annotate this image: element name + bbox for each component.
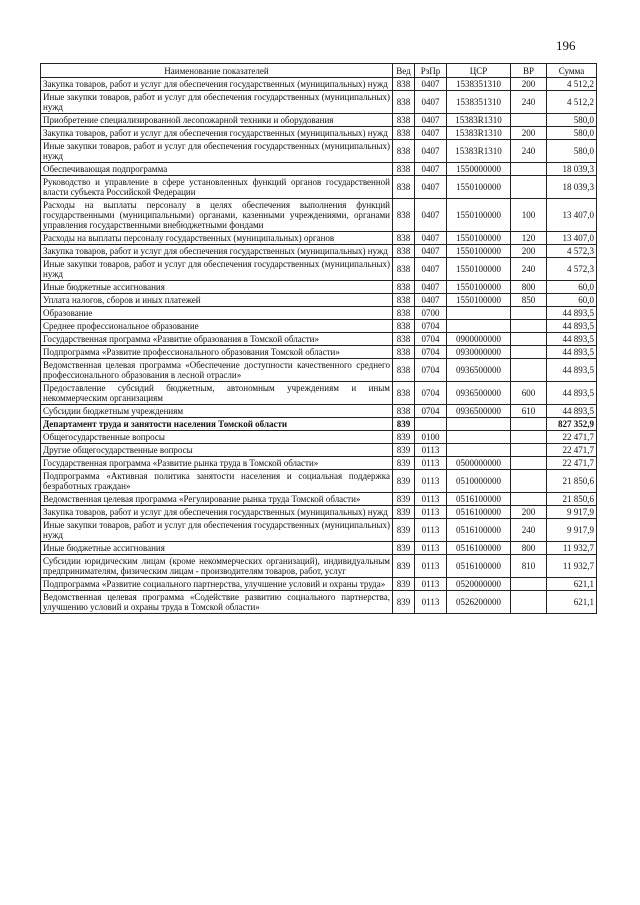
cell-rzpr: 0407 xyxy=(415,127,447,140)
cell-vr: 850 xyxy=(511,294,547,307)
cell-rzpr: 0407 xyxy=(415,281,447,294)
cell-ved: 839 xyxy=(393,493,415,506)
cell-name: Подпрограмма «Активная политика занятости населения и социальная поддержка безработных граждан» xyxy=(41,470,393,493)
table-row xyxy=(41,91,597,114)
cell-ved: 838 xyxy=(393,199,415,232)
cell-csr xyxy=(447,444,511,457)
cell-rzpr: 0113 xyxy=(415,542,447,555)
cell-rzpr: 0407 xyxy=(415,199,447,232)
cell-csr: 0936500000 xyxy=(447,405,511,418)
cell-vr xyxy=(511,176,547,199)
cell-name: Закупка товаров, работ и услуг для обеспечения государственных (муниципальных) нужд xyxy=(41,506,393,519)
cell-sum: 4 572,3 xyxy=(547,245,597,258)
cell-name: Расходы на выплаты персоналу в целях обеспечения выполнения функций государственными (муниципальными) органами, казенными учреждениями, органами управления государственными внебюджетными фондами xyxy=(41,199,393,232)
cell-csr: 1550100000 xyxy=(447,294,511,307)
cell-name: Государственная программа «Развитие рынка труда в Томской области» xyxy=(41,457,393,470)
cell-csr: 15383R1310 xyxy=(447,114,511,127)
col-header-csr: ЦСР xyxy=(447,64,511,78)
cell-ved: 838 xyxy=(393,232,415,245)
cell-name: Иные закупки товаров, работ и услуг для обеспечения государственных (муниципальных) нужд xyxy=(41,140,393,163)
cell-sum: 13 407,0 xyxy=(547,232,597,245)
table-row xyxy=(41,519,597,542)
table-row xyxy=(41,346,597,359)
table-row xyxy=(41,418,597,431)
cell-rzpr: 0704 xyxy=(415,382,447,405)
cell-sum: 60,0 xyxy=(547,281,597,294)
cell-rzpr: 0407 xyxy=(415,294,447,307)
cell-vr xyxy=(511,307,547,320)
cell-csr: 0936500000 xyxy=(447,359,511,382)
cell-sum: 621,1 xyxy=(547,591,597,614)
cell-rzpr: 0407 xyxy=(415,78,447,91)
cell-rzpr: 0704 xyxy=(415,346,447,359)
table-row xyxy=(41,199,597,232)
table-row xyxy=(41,470,597,493)
cell-ved: 838 xyxy=(393,127,415,140)
table-body xyxy=(41,78,597,614)
cell-csr: 0500000000 xyxy=(447,457,511,470)
table-row xyxy=(41,245,597,258)
cell-vr xyxy=(511,163,547,176)
cell-sum: 580,0 xyxy=(547,114,597,127)
cell-name: Иные закупки товаров, работ и услуг для обеспечения государственных (муниципальных) нужд xyxy=(41,91,393,114)
cell-sum: 4 512,2 xyxy=(547,78,597,91)
table-row xyxy=(41,232,597,245)
cell-vr xyxy=(511,431,547,444)
table-row xyxy=(41,555,597,578)
cell-name: Субсидии бюджетным учреждениям xyxy=(41,405,393,418)
cell-ved: 838 xyxy=(393,176,415,199)
cell-csr xyxy=(447,307,511,320)
cell-vr xyxy=(511,333,547,346)
cell-vr: 200 xyxy=(511,245,547,258)
table-row xyxy=(41,444,597,457)
cell-csr xyxy=(447,418,511,431)
cell-ved: 838 xyxy=(393,245,415,258)
cell-name: Приобретение специализированной лесопожарной техники и оборудования xyxy=(41,114,393,127)
cell-name: Иные бюджетные ассигнования xyxy=(41,281,393,294)
cell-ved: 838 xyxy=(393,320,415,333)
cell-name: Ведомственная целевая программа «Регулирование рынка труда Томской области» xyxy=(41,493,393,506)
cell-vr: 800 xyxy=(511,281,547,294)
cell-ved: 838 xyxy=(393,294,415,307)
cell-name: Расходы на выплаты персоналу государственных (муниципальных) органов xyxy=(41,232,393,245)
cell-ved: 839 xyxy=(393,555,415,578)
cell-name: Предоставление субсидий бюджетным, автономным учреждениям и иным некоммерческим организациям xyxy=(41,382,393,405)
cell-csr: 0510000000 xyxy=(447,470,511,493)
cell-rzpr: 0407 xyxy=(415,91,447,114)
table-row xyxy=(41,431,597,444)
cell-ved: 839 xyxy=(393,418,415,431)
cell-ved: 838 xyxy=(393,359,415,382)
cell-vr xyxy=(511,591,547,614)
cell-name: Обеспечивающая подпрограмма xyxy=(41,163,393,176)
cell-rzpr: 0113 xyxy=(415,591,447,614)
table-row xyxy=(41,320,597,333)
table-row xyxy=(41,591,597,614)
cell-name: Департамент труда и занятости населения Томской области xyxy=(41,418,393,431)
cell-sum: 580,0 xyxy=(547,140,597,163)
cell-vr xyxy=(511,320,547,333)
cell-ved: 838 xyxy=(393,307,415,320)
cell-vr: 200 xyxy=(511,78,547,91)
cell-name: Другие общегосударственные вопросы xyxy=(41,444,393,457)
cell-sum: 9 917,9 xyxy=(547,519,597,542)
cell-vr xyxy=(511,444,547,457)
cell-sum: 22 471,7 xyxy=(547,444,597,457)
cell-name: Иные закупки товаров, работ и услуг для обеспечения государственных (муниципальных) нужд xyxy=(41,519,393,542)
cell-sum: 827 352,9 xyxy=(547,418,597,431)
cell-rzpr: 0407 xyxy=(415,258,447,281)
cell-name: Подпрограмма «Развитие социального партнерства, улучшение условий и охраны труда» xyxy=(41,578,393,591)
cell-rzpr: 0100 xyxy=(415,431,447,444)
table-row xyxy=(41,78,597,91)
cell-vr: 200 xyxy=(511,127,547,140)
cell-sum: 18 039,3 xyxy=(547,163,597,176)
cell-vr: 600 xyxy=(511,382,547,405)
cell-rzpr: 0113 xyxy=(415,555,447,578)
cell-csr: 1550100000 xyxy=(447,281,511,294)
cell-rzpr: 0704 xyxy=(415,320,447,333)
cell-vr: 200 xyxy=(511,506,547,519)
table-row xyxy=(41,127,597,140)
cell-sum: 11 932,7 xyxy=(547,555,597,578)
cell-rzpr: 0704 xyxy=(415,333,447,346)
cell-ved: 839 xyxy=(393,542,415,555)
cell-rzpr: 0407 xyxy=(415,140,447,163)
cell-rzpr: 0407 xyxy=(415,163,447,176)
cell-csr: 0516100000 xyxy=(447,519,511,542)
cell-ved: 838 xyxy=(393,281,415,294)
table-row xyxy=(41,307,597,320)
cell-sum: 621,1 xyxy=(547,578,597,591)
cell-name: Закупка товаров, работ и услуг для обеспечения государственных (муниципальных) нужд xyxy=(41,245,393,258)
cell-csr: 1550100000 xyxy=(447,245,511,258)
cell-csr: 0516100000 xyxy=(447,542,511,555)
cell-csr: 0516100000 xyxy=(447,506,511,519)
cell-vr: 120 xyxy=(511,232,547,245)
table-row xyxy=(41,382,597,405)
cell-ved: 838 xyxy=(393,346,415,359)
cell-rzpr: 0113 xyxy=(415,457,447,470)
cell-csr: 0516100000 xyxy=(447,555,511,578)
cell-ved: 838 xyxy=(393,405,415,418)
cell-csr xyxy=(447,431,511,444)
cell-rzpr: 0113 xyxy=(415,506,447,519)
table-row xyxy=(41,333,597,346)
cell-csr: 15383R1310 xyxy=(447,140,511,163)
cell-name: Иные закупки товаров, работ и услуг для обеспечения государственных (муниципальных) нужд xyxy=(41,258,393,281)
cell-csr: 1538351310 xyxy=(447,78,511,91)
cell-vr xyxy=(511,114,547,127)
table-row xyxy=(41,294,597,307)
cell-name: Руководство и управление в сфере установленных функций органов государственной власти субъекта Российской Федерации xyxy=(41,176,393,199)
cell-sum: 13 407,0 xyxy=(547,199,597,232)
cell-vr: 240 xyxy=(511,519,547,542)
cell-name: Государственная программа «Развитие образования в Томской области» xyxy=(41,333,393,346)
cell-rzpr: 0700 xyxy=(415,307,447,320)
col-header-vr: ВР xyxy=(511,64,547,78)
table-row xyxy=(41,542,597,555)
cell-vr: 610 xyxy=(511,405,547,418)
cell-name: Ведомственная целевая программа «Содействие развитию социального партнерства, улучшению условий и охраны труда в Томской области» xyxy=(41,591,393,614)
cell-sum: 9 917,9 xyxy=(547,506,597,519)
cell-name: Подпрограмма «Развитие профессионального образования Томской области» xyxy=(41,346,393,359)
cell-sum: 44 893,5 xyxy=(547,405,597,418)
col-header-sum: Сумма xyxy=(547,64,597,78)
cell-rzpr: 0407 xyxy=(415,232,447,245)
cell-sum: 22 471,7 xyxy=(547,431,597,444)
cell-vr xyxy=(511,418,547,431)
table-row xyxy=(41,114,597,127)
col-header-name: Наименование показателей xyxy=(41,64,393,78)
table-row xyxy=(41,176,597,199)
cell-vr: 800 xyxy=(511,542,547,555)
cell-rzpr: 0704 xyxy=(415,405,447,418)
cell-sum: 44 893,5 xyxy=(547,333,597,346)
cell-rzpr: 0704 xyxy=(415,359,447,382)
cell-ved: 838 xyxy=(393,382,415,405)
cell-name: Образование xyxy=(41,307,393,320)
cell-rzpr: 0113 xyxy=(415,444,447,457)
cell-vr: 100 xyxy=(511,199,547,232)
col-header-rzpr: РзПр xyxy=(415,64,447,78)
cell-name: Уплата налогов, сборов и иных платежей xyxy=(41,294,393,307)
cell-name: Общегосударственные вопросы xyxy=(41,431,393,444)
cell-csr: 0520000000 xyxy=(447,578,511,591)
cell-vr xyxy=(511,457,547,470)
cell-vr xyxy=(511,578,547,591)
cell-rzpr: 0113 xyxy=(415,519,447,542)
cell-ved: 839 xyxy=(393,519,415,542)
table-row xyxy=(41,163,597,176)
cell-rzpr: 0113 xyxy=(415,470,447,493)
cell-ved: 838 xyxy=(393,114,415,127)
cell-ved: 838 xyxy=(393,78,415,91)
cell-csr: 1550000000 xyxy=(447,163,511,176)
cell-sum: 4 572,3 xyxy=(547,258,597,281)
cell-sum: 44 893,5 xyxy=(547,359,597,382)
cell-ved: 838 xyxy=(393,163,415,176)
table-row xyxy=(41,140,597,163)
table-row xyxy=(41,405,597,418)
cell-csr: 0930000000 xyxy=(447,346,511,359)
cell-sum: 60,0 xyxy=(547,294,597,307)
cell-csr xyxy=(447,320,511,333)
cell-sum: 18 039,3 xyxy=(547,176,597,199)
cell-csr: 1538351310 xyxy=(447,91,511,114)
cell-ved: 839 xyxy=(393,457,415,470)
page-number: 196 xyxy=(556,38,576,53)
table-row xyxy=(41,457,597,470)
cell-sum: 44 893,5 xyxy=(547,320,597,333)
table-row xyxy=(41,359,597,382)
cell-rzpr: 0113 xyxy=(415,578,447,591)
cell-name: Закупка товаров, работ и услуг для обеспечения государственных (муниципальных) нужд xyxy=(41,78,393,91)
cell-sum: 44 893,5 xyxy=(547,382,597,405)
cell-rzpr: 0407 xyxy=(415,245,447,258)
cell-ved: 839 xyxy=(393,506,415,519)
cell-sum: 580,0 xyxy=(547,127,597,140)
cell-sum: 44 893,5 xyxy=(547,346,597,359)
cell-csr: 1550100000 xyxy=(447,176,511,199)
table-row xyxy=(41,506,597,519)
cell-vr: 240 xyxy=(511,258,547,281)
cell-name: Субсидии юридическим лицам (кроме некоммерческих организаций), индивидуальным предпринимателям, физическим лицам - производителям товаров, работ, услуг xyxy=(41,555,393,578)
cell-csr: 0526200000 xyxy=(447,591,511,614)
cell-csr: 1550100000 xyxy=(447,258,511,281)
cell-ved: 839 xyxy=(393,578,415,591)
cell-vr: 240 xyxy=(511,91,547,114)
cell-vr xyxy=(511,346,547,359)
cell-ved: 839 xyxy=(393,470,415,493)
cell-sum: 21 850,6 xyxy=(547,493,597,506)
table-row xyxy=(41,493,597,506)
cell-name: Ведомственная целевая программа «Обеспечение доступности качественного среднего профессионального образования в лесной отрасли» xyxy=(41,359,393,382)
cell-sum: 44 893,5 xyxy=(547,307,597,320)
cell-vr: 810 xyxy=(511,555,547,578)
cell-vr xyxy=(511,470,547,493)
col-header-ved: Вед xyxy=(393,64,415,78)
cell-sum: 22 471,7 xyxy=(547,457,597,470)
table-header-row xyxy=(41,64,597,78)
cell-rzpr: 0113 xyxy=(415,493,447,506)
cell-ved: 838 xyxy=(393,140,415,163)
table-row xyxy=(41,281,597,294)
cell-ved: 839 xyxy=(393,591,415,614)
cell-csr: 1550100000 xyxy=(447,199,511,232)
cell-sum: 11 932,7 xyxy=(547,542,597,555)
cell-csr: 0516100000 xyxy=(447,493,511,506)
cell-vr: 240 xyxy=(511,140,547,163)
cell-csr: 15383R1310 xyxy=(447,127,511,140)
cell-csr: 1550100000 xyxy=(447,232,511,245)
cell-ved: 838 xyxy=(393,258,415,281)
budget-table xyxy=(40,63,597,614)
cell-vr xyxy=(511,493,547,506)
table-row xyxy=(41,258,597,281)
cell-sum: 21 850,6 xyxy=(547,470,597,493)
cell-rzpr: 0407 xyxy=(415,176,447,199)
cell-ved: 839 xyxy=(393,444,415,457)
cell-name: Среднее профессиональное образование xyxy=(41,320,393,333)
cell-ved: 839 xyxy=(393,431,415,444)
cell-sum: 4 512,2 xyxy=(547,91,597,114)
cell-ved: 838 xyxy=(393,91,415,114)
cell-rzpr: 0407 xyxy=(415,114,447,127)
cell-ved: 838 xyxy=(393,333,415,346)
table-row xyxy=(41,578,597,591)
cell-csr: 0936500000 xyxy=(447,382,511,405)
cell-rzpr xyxy=(415,418,447,431)
cell-vr xyxy=(511,359,547,382)
cell-name: Закупка товаров, работ и услуг для обеспечения государственных (муниципальных) нужд xyxy=(41,127,393,140)
cell-name: Иные бюджетные ассигнования xyxy=(41,542,393,555)
cell-csr: 0900000000 xyxy=(447,333,511,346)
